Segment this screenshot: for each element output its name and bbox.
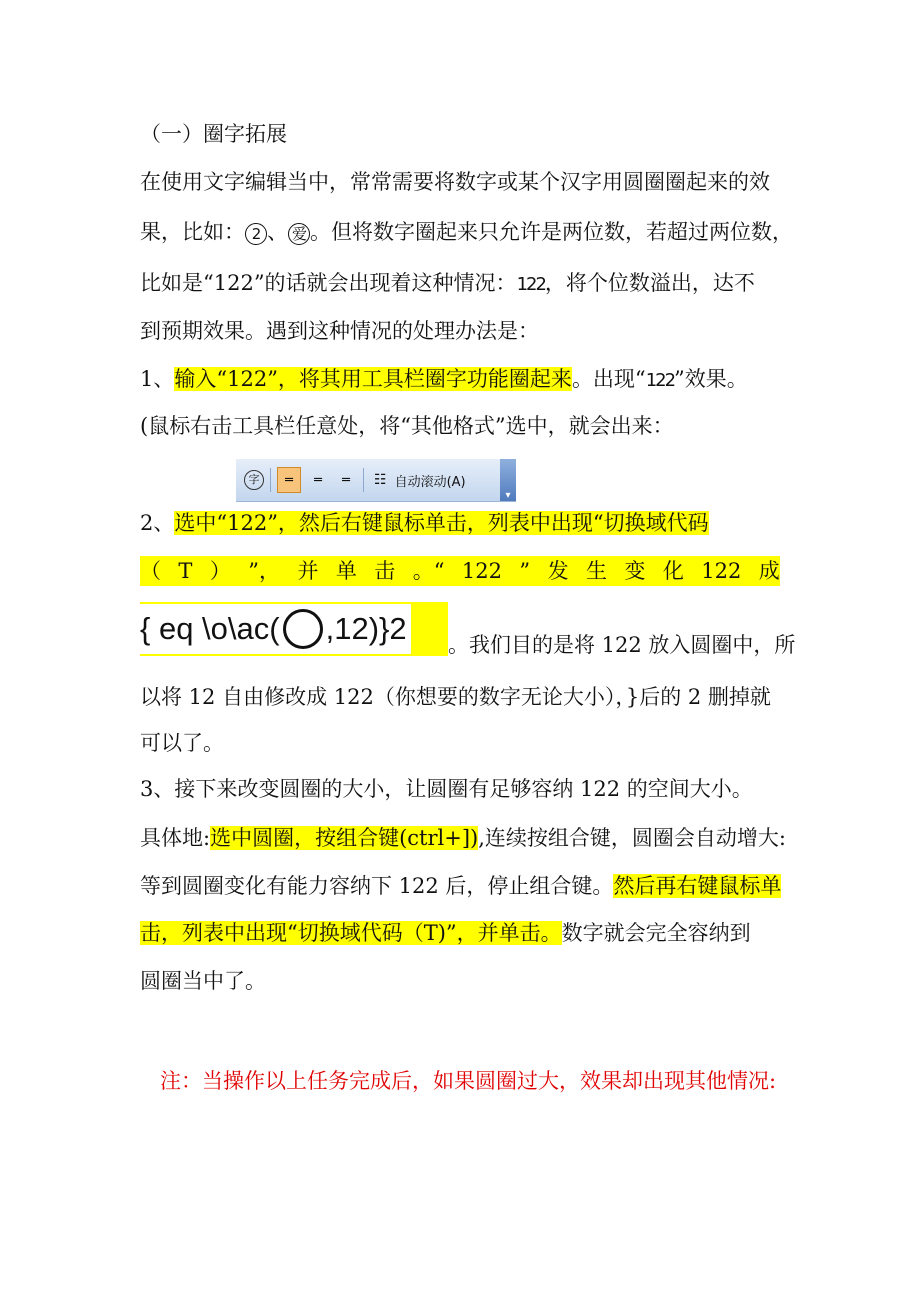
align-distributed-button[interactable]: ═ [277, 467, 301, 493]
step-1-prefix: 1、 [140, 367, 175, 391]
intro-sep: 、 [267, 220, 288, 244]
step-3-line-5: 圆圈当中了。 [140, 969, 266, 993]
step-1-note: (鼠标右击工具栏任意处，将“其他格式”选中，就会出来： [140, 414, 674, 438]
intro-line-2-pre: 果，比如： [140, 220, 245, 244]
step-2-line-3: 。我们目的是将 122 放入圆圈中，所 [448, 633, 796, 657]
field-code-post: ,12)}2 [325, 611, 407, 646]
step-3-highlight-2: 然后再右键鼠标单 [613, 874, 782, 898]
enclosing-circle-icon [283, 609, 323, 649]
toolbar-separator [270, 468, 271, 492]
auto-scroll-button[interactable] [395, 471, 466, 490]
step-3-line-3-pre: 等到圆圈变化有能力容纳下 122 后，停止组合键。 [140, 874, 614, 898]
step-2-part: 成 [758, 559, 780, 583]
step-2-highlight-1: 选中“122”，然后右键鼠标单击，列表中出现“切换域代码 [174, 511, 709, 535]
auto-scroll-key: (A) [446, 474, 466, 490]
intro-line-1: 在使用文字编辑当中，常常需要将数字或某个汉字用圆圈圈起来的效 [140, 170, 770, 194]
step-3-line-4-post: 数字就会完全容纳到 [561, 921, 751, 945]
step-2-part: ” [519, 559, 531, 583]
step-3-line-3 [140, 871, 781, 901]
circled-char-example: 爱 [288, 223, 310, 245]
step-3-line-2-pre: 具体地: [140, 826, 211, 850]
align-left-button[interactable]: ═ [314, 472, 322, 488]
field-code-box [140, 602, 448, 656]
step-2-part: ”， [248, 559, 281, 583]
enclose-character-icon[interactable]: 字 [244, 470, 264, 490]
step-2-part: 。“ [412, 559, 445, 583]
step-1-highlight: 输入“122”，将其用工具栏圈字功能圈起来 [174, 367, 572, 391]
auto-scroll-label: 自动滚动 [394, 474, 447, 490]
step-2-part: ） [209, 559, 231, 583]
step-3-highlight-3: 击，列表中出现“切换域代码（T)”，并单击。 [140, 921, 562, 945]
intro-line-3-pre: 比如是“122”的话就会出现着这种情况： [140, 271, 517, 295]
step-3-line-1: 3、接下来改变圆圈的大小，让圆圈有足够容纳 122 的空间大小。 [140, 777, 753, 801]
field-code-pre: { eq \o\ac( [140, 611, 280, 646]
step-1-line [140, 364, 748, 396]
intro-line-2 [140, 217, 793, 247]
intro-line-3 [140, 268, 755, 300]
toolbar-options-chevron-icon[interactable]: ▾ [500, 459, 516, 501]
step-2-part: 单 [335, 559, 357, 583]
step-3-line-4 [140, 918, 751, 948]
step-2-part: 122 [461, 559, 502, 583]
step-2-part: 122 [701, 559, 742, 583]
step-2-part: T [178, 559, 193, 583]
circled-number-example: 2 [245, 223, 267, 245]
step-2-line-4: 以将 12 自由修改成 122（你想要的数字无论大小），}后的 2 删掉就 [140, 685, 771, 709]
step-3-highlight-1: 选中圆圈，按组合键(ctrl+]) [210, 826, 479, 850]
step-2-part: （ [140, 559, 161, 583]
step-2-part: 击 [374, 559, 396, 583]
step-2-line-5: 可以了。 [140, 731, 224, 755]
step-2-part: 变 [624, 559, 646, 583]
intro-line-2-post: 。但将数字圈起来只允许是两位数，若超过两位数， [310, 220, 793, 244]
toolbar-separator-2 [363, 468, 364, 492]
step-1-overflow-example: 122 [645, 370, 675, 391]
align-right-button[interactable]: ═ [342, 472, 350, 488]
columns-icon: ☷ [374, 472, 387, 488]
overflow-circle-example: 122 [516, 274, 545, 295]
intro-line-3-post: ，将个位数溢出，达不 [544, 271, 755, 295]
step-2-prefix: 2、 [140, 511, 175, 535]
format-toolbar [236, 459, 516, 502]
step-3-line-2-post: ,连续按组合键，圆圈会自动增大: [478, 826, 786, 850]
intro-line-4: 到预期效果。遇到这种情况的处理办法是： [140, 319, 539, 343]
step-3-line-2 [140, 823, 786, 853]
section-heading: （一）圈字拓展 [140, 122, 287, 146]
step-1-mid: 。出现“ [571, 367, 646, 391]
warning-note: 注：当操作以上任务完成后，如果圆圈过大，效果却出现其他情况: [160, 1069, 777, 1093]
step-2-part: 化 [662, 559, 684, 583]
step-2-part: 并 [297, 559, 319, 583]
step-1-end: ”效果。 [674, 367, 748, 391]
step-2-line-2 [140, 556, 780, 586]
step-2-part: 生 [586, 559, 607, 583]
step-2-line-1 [140, 508, 709, 538]
step-2-part: 发 [547, 559, 569, 583]
